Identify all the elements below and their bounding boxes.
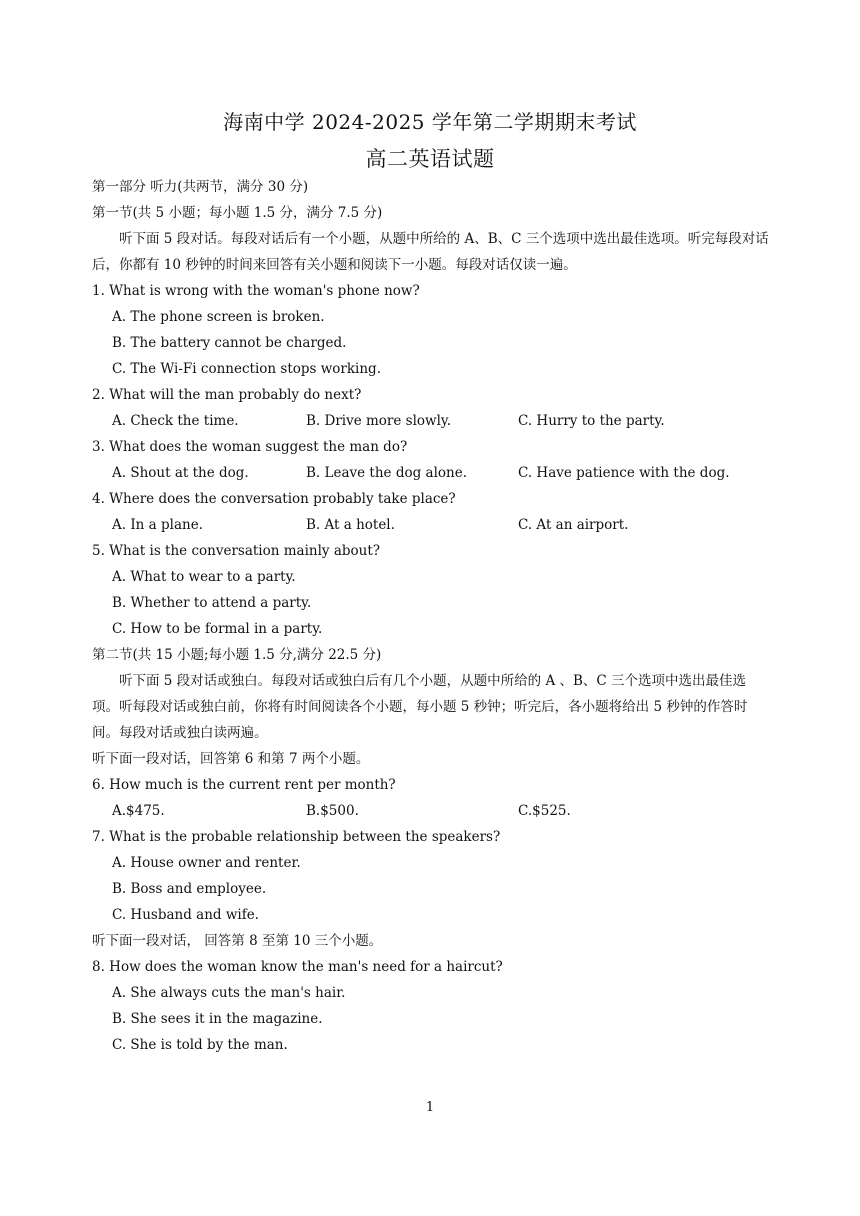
option-a: A. Check the time.	[112, 413, 239, 429]
question-stem: 2. What will the man probably do next?	[92, 387, 362, 403]
page-number: 1	[425, 1100, 435, 1115]
question-stem: 7. What is the probable relationship between the speakers?	[92, 829, 501, 845]
section1-instructions-text: 听下面 5 段对话。每段对话后有一个小题，从题中所给的 A、B、C 三个选项中选出最佳选项。听完每段对话后，你都有 10 秒钟的时间来回答有关小题和阅读下一小题。每段对话仅读一遍。	[92, 231, 769, 273]
option-c: C.$525.	[518, 803, 571, 819]
question-stem: 1. What is wrong with the woman's phone now?	[92, 283, 420, 299]
section2-heading: 第二节(共 15 小题;每小题 1.5 分,满分 22.5 分)	[92, 647, 382, 663]
option-c: C. At an airport.	[518, 517, 629, 533]
option-a: A. The phone screen is broken.	[112, 309, 325, 325]
exam-subtitle: 高二英语试题	[365, 147, 495, 171]
exam-title: 海南中学 2024-2025 学年第二学期期末考试	[223, 110, 637, 134]
option-b: B.$500.	[306, 803, 359, 819]
section2-instructions	[92, 668, 772, 746]
option-b: B. Drive more slowly.	[306, 413, 452, 429]
section2-instructions-text: 听下面 5 段对话或独白。每段对话或独白后有几个小题，从题中所给的 A 、B、C 三个选项中选出最佳选项。听每段对话或独白前，你将有时间阅读各个小题，每小题 5 秒钟；听完后，各小题将给出 5 秒钟的作答时间。每段对话或独白读两遍。	[92, 673, 748, 741]
option-a: A. House owner and renter.	[112, 855, 301, 871]
option-c: C. How to be formal in a party.	[112, 621, 323, 637]
question-stem: 5. What is the conversation mainly about?	[92, 543, 381, 559]
option-b: B. Leave the dog alone.	[306, 465, 467, 481]
section1-heading: 第一节(共 5 小题；每小题 1.5 分，满分 7.5 分)	[92, 205, 383, 221]
question-stem: 6. How much is the current rent per month?	[92, 777, 396, 793]
option-c: C. The Wi-Fi connection stops working.	[112, 361, 381, 377]
question-stem: 3. What does the woman suggest the man do?	[92, 439, 408, 455]
option-a: A. What to wear to a party.	[112, 569, 296, 585]
question-stem: 8. How does the woman know the man's need for a haircut?	[92, 959, 503, 975]
option-b: B. She sees it in the magazine.	[112, 1011, 323, 1027]
question-stem: 4. Where does the conversation probably take place?	[92, 491, 456, 507]
option-a: A. She always cuts the man's hair.	[112, 985, 346, 1001]
option-c: C. Hurry to the party.	[518, 413, 665, 429]
option-a: A. In a plane.	[112, 517, 203, 533]
part1-heading: 第一部分 听力(共两节，满分 30 分)	[92, 179, 309, 195]
listening-note: 听下面一段对话，回答第 6 和第 7 两个小题。	[92, 751, 370, 767]
option-b: B. Boss and employee.	[112, 881, 267, 897]
section1-instructions	[92, 226, 772, 278]
option-c: C. Have patience with the dog.	[518, 465, 730, 481]
option-b: B. At a hotel.	[306, 517, 395, 533]
option-c: C. Husband and wife.	[112, 907, 259, 923]
listening-note: 听下面一段对话， 回答第 8 至第 10 三个小题。	[92, 933, 383, 949]
option-b: B. Whether to attend a party.	[112, 595, 312, 611]
option-c: C. She is told by the man.	[112, 1037, 288, 1053]
option-a: A.$475.	[112, 803, 165, 819]
option-b: B. The battery cannot be charged.	[112, 335, 347, 351]
option-a: A. Shout at the dog.	[112, 465, 249, 481]
